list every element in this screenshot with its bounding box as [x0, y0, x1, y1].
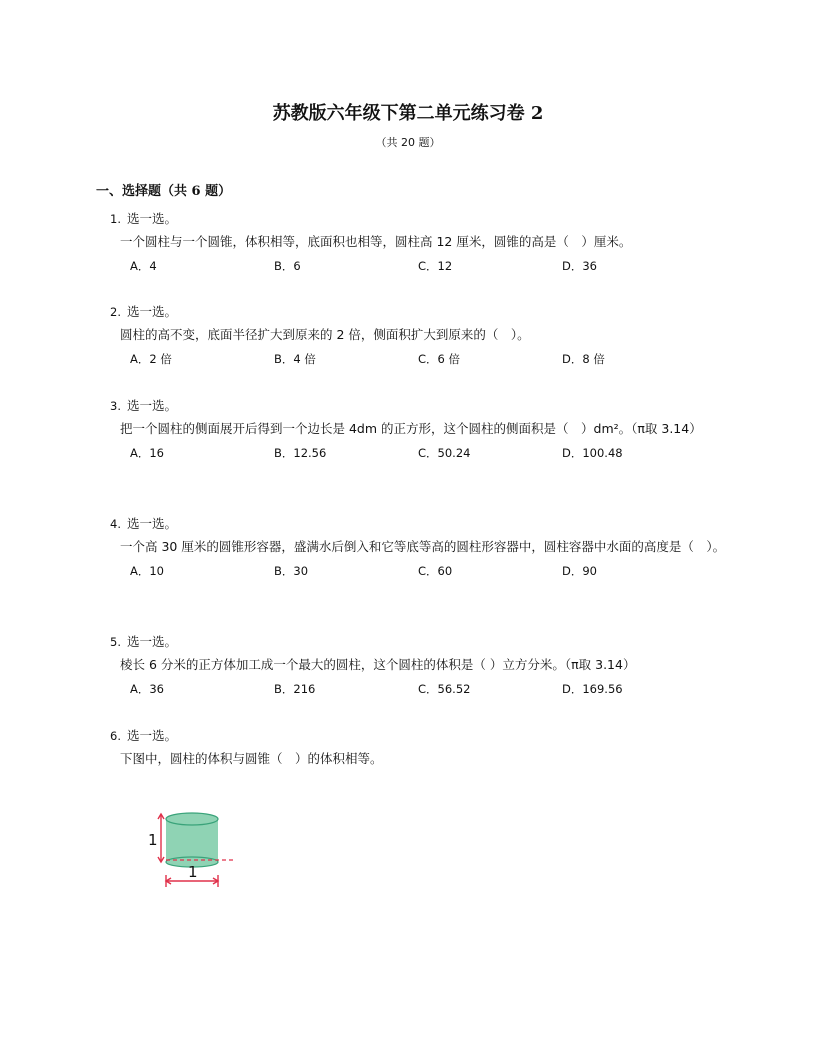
option-a[interactable]: A．16 [130, 446, 165, 460]
option-row [110, 561, 730, 581]
question-stem: 下图中，圆柱的体积与圆锥（ ）的体积相等。 [120, 751, 383, 766]
question-stem: 一个高 30 厘米的圆锥形容器，盛满水后倒入和它等底等高的圆柱形容器中，圆柱容器中水面的高度是（ ）。 [120, 539, 726, 554]
option-c[interactable]: C．12 [418, 259, 453, 273]
question-number: 3. [110, 399, 121, 413]
page-title: 苏教版六年级下第二单元练习卷 2 [272, 103, 544, 124]
cylinder-top [166, 813, 218, 825]
question-heading: 选一选。 [127, 398, 178, 413]
question-3 [110, 396, 730, 463]
question-number: 6. [110, 729, 121, 743]
question-number: 5. [110, 635, 121, 649]
question-1 [110, 209, 730, 276]
question-stem: 把一个圆柱的侧面展开后得到一个边长是 4dm 的正方形，这个圆柱的侧面积是（ ）dm²。（π取 3.14） [120, 421, 702, 436]
option-b[interactable]: B．30 [274, 564, 309, 578]
section-title: 一、选择题（共 6 题） [96, 184, 232, 199]
question-stem: 一个圆柱与一个圆锥，体积相等，底面积也相等，圆柱高 12 厘米，圆锥的高是（ ）厘米。 [120, 234, 632, 249]
height-label: 1 [148, 831, 158, 849]
option-d[interactable]: D．8 倍 [562, 352, 605, 366]
question-4 [110, 514, 730, 581]
question-6 [110, 726, 730, 771]
question-heading: 选一选。 [127, 211, 178, 226]
question-heading: 选一选。 [127, 728, 178, 743]
question-heading: 选一选。 [127, 304, 178, 319]
option-row [110, 679, 730, 699]
question-stem: 圆柱的高不变，底面半径扩大到原来的 2 倍，侧面积扩大到原来的（ ）。 [120, 327, 530, 342]
page-subtitle: （共 20 题） [375, 136, 441, 149]
option-a[interactable]: A．36 [130, 682, 165, 696]
option-d[interactable]: D．36 [562, 259, 597, 273]
option-row [110, 256, 730, 276]
question-number: 2. [110, 305, 121, 319]
question-heading: 选一选。 [127, 634, 178, 649]
question-heading: 选一选。 [127, 516, 178, 531]
option-d[interactable]: D．100.48 [562, 446, 623, 460]
question-2 [110, 302, 730, 369]
option-b[interactable]: B．12.56 [274, 446, 327, 460]
option-d[interactable]: D．169.56 [562, 682, 623, 696]
width-label: 1 [188, 863, 198, 881]
option-row [110, 443, 730, 463]
option-a[interactable]: A．10 [130, 564, 165, 578]
option-row [110, 349, 730, 369]
option-c[interactable]: C．50.24 [418, 446, 471, 460]
option-b[interactable]: B．216 [274, 682, 316, 696]
option-c[interactable]: C．60 [418, 564, 453, 578]
option-d[interactable]: D．90 [562, 564, 597, 578]
option-a[interactable]: A．4 [130, 259, 157, 273]
option-a[interactable]: A．2 倍 [130, 352, 172, 366]
question-stem: 棱长 6 分米的正方体加工成一个最大的圆柱，这个圆柱的体积是（ ）立方分米。（π取 3.14） [120, 657, 636, 672]
question-number: 4. [110, 517, 121, 531]
option-b[interactable]: B．4 倍 [274, 352, 316, 366]
cylinder-figure [140, 805, 250, 895]
question-5 [110, 632, 730, 699]
option-c[interactable]: C．56.52 [418, 682, 471, 696]
option-b[interactable]: B．6 [274, 259, 301, 273]
question-number: 1. [110, 212, 121, 226]
option-c[interactable]: C．6 倍 [418, 352, 461, 366]
